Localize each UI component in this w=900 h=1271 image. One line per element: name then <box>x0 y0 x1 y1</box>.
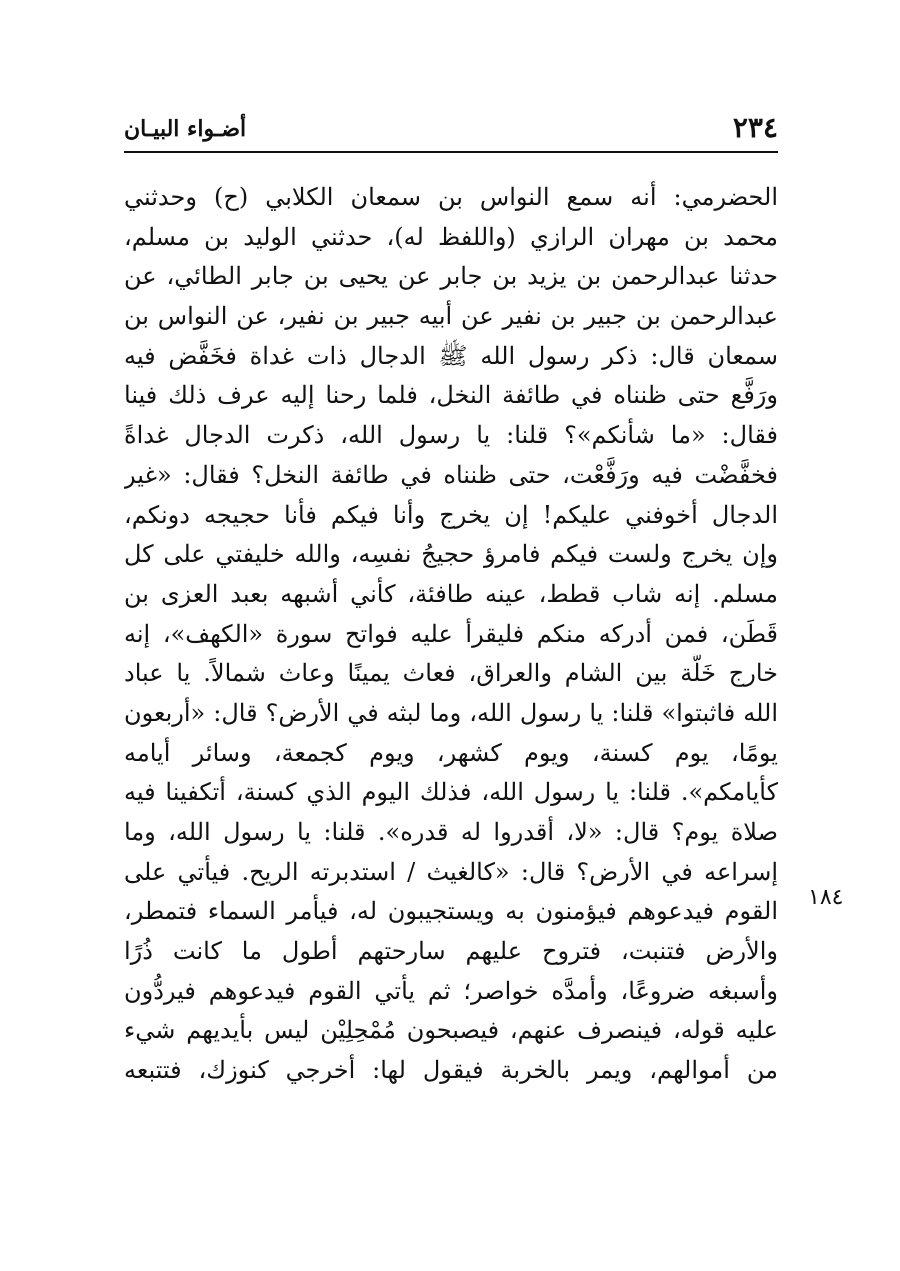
text-line: القوم فيدعوهم فيؤمنون به ويستجيبون له، فيأمر السماء فتمطر، <box>124 897 778 926</box>
running-title: أضـواء البيـان <box>124 116 247 142</box>
text-line: الحضرمي: أنه سمع النواس بن سمعان الكلابي (ح) وحدثني <box>124 183 778 211</box>
text-line: ورَفَّع حتى ظنناه في طائفة النخل، فلما رحنا إليه عرف ذلك فينا <box>124 381 778 410</box>
text-line: حدثنا عبدالرحمن بن يزيد بن جابر عن يحيى بن جابر الطائي، عن <box>124 262 778 291</box>
text-line: سمعان قال: ذكر رسول الله ﷺ الدجال ذات غداة فخَفَّض فيه <box>124 341 778 370</box>
text-line: مسلم. إنه شاب قطط، عينه طافئة، كأني أشبهه بعبد العزى بن <box>124 579 778 608</box>
text-line: والأرض فتنبت، فتروح عليهم سارحتهم أطول ما كانت ذُرًا <box>124 937 778 966</box>
text-line: فخفَّضْت فيه ورَفَّعْت، حتى ظنناه في طائفة النخل؟ فقال: «غير <box>124 460 778 489</box>
margin-page-reference: ١٨٤ <box>808 885 844 910</box>
text-line: عبدالرحمن بن جبير بن نفير عن أبيه جبير بن نفير، عن النواس بن <box>124 302 778 331</box>
text-line: إسراعه في الأرض؟ قال: «كالغيث / استدبرته الريح. فيأتي على <box>124 857 778 886</box>
text-line: صلاة يوم؟ قال: «لا، أقدروا له قدره». قلنا: يا رسول الله، وما <box>124 818 778 846</box>
page-number: ٢٣٤ <box>732 111 778 144</box>
text-line: وإن يخرج ولست فيكم فامرؤ حجيجُ نفسِه، والله خليفتي على كل <box>124 540 778 569</box>
header-divider <box>124 151 778 153</box>
text-line: عليه قوله، فينصرف عنهم، فيصبحون مُمْحِلِيْن ليس بأيديهم شيء <box>124 1016 778 1045</box>
page-header <box>124 110 778 150</box>
text-line: يومًا، يوم كسنة، ويوم كشهر، ويوم كجمعة، وسائر أيامه <box>124 738 778 767</box>
text-line: الدجال أخوفني عليكم! إن يخرج وأنا فيكم فأنا حجيجه دونكم، <box>124 500 778 529</box>
text-line: قَطَن، فمن أدركه منكم فليقرأ عليه فواتح سورة «الكهف»، إنه <box>124 619 778 648</box>
text-line: وأسبغه ضروعًا، وأمدَّه خواصر؛ ثم يأتي القوم فيدعوهم فيردُّون <box>124 976 778 1005</box>
text-line: محمد بن مهران الرازي (واللفظ له)، حدثني الوليد بن مسلم، <box>124 222 778 251</box>
text-line: الله فاثبتوا» قلنا: يا رسول الله، وما لبثه في الأرض؟ قال: «أربعون <box>124 698 778 727</box>
text-line: من أموالهم، ويمر بالخربة فيقول لها: أخرجي كنوزك، فتتبعه <box>124 1056 778 1085</box>
text-line: كأيامكم». قلنا: يا رسول الله، فذلك اليوم الذي كسنة، أتكفينا فيه <box>124 778 778 807</box>
text-line: خارج خَلَّة بين الشام والعراق، فعاث يمينًا وعاث شمالاً. يا عباد <box>124 659 778 688</box>
body-text <box>124 178 778 1091</box>
text-line: فقال: «ما شأنكم»؟ قلنا: يا رسول الله، ذكرت الدجال غداةً <box>124 421 778 450</box>
